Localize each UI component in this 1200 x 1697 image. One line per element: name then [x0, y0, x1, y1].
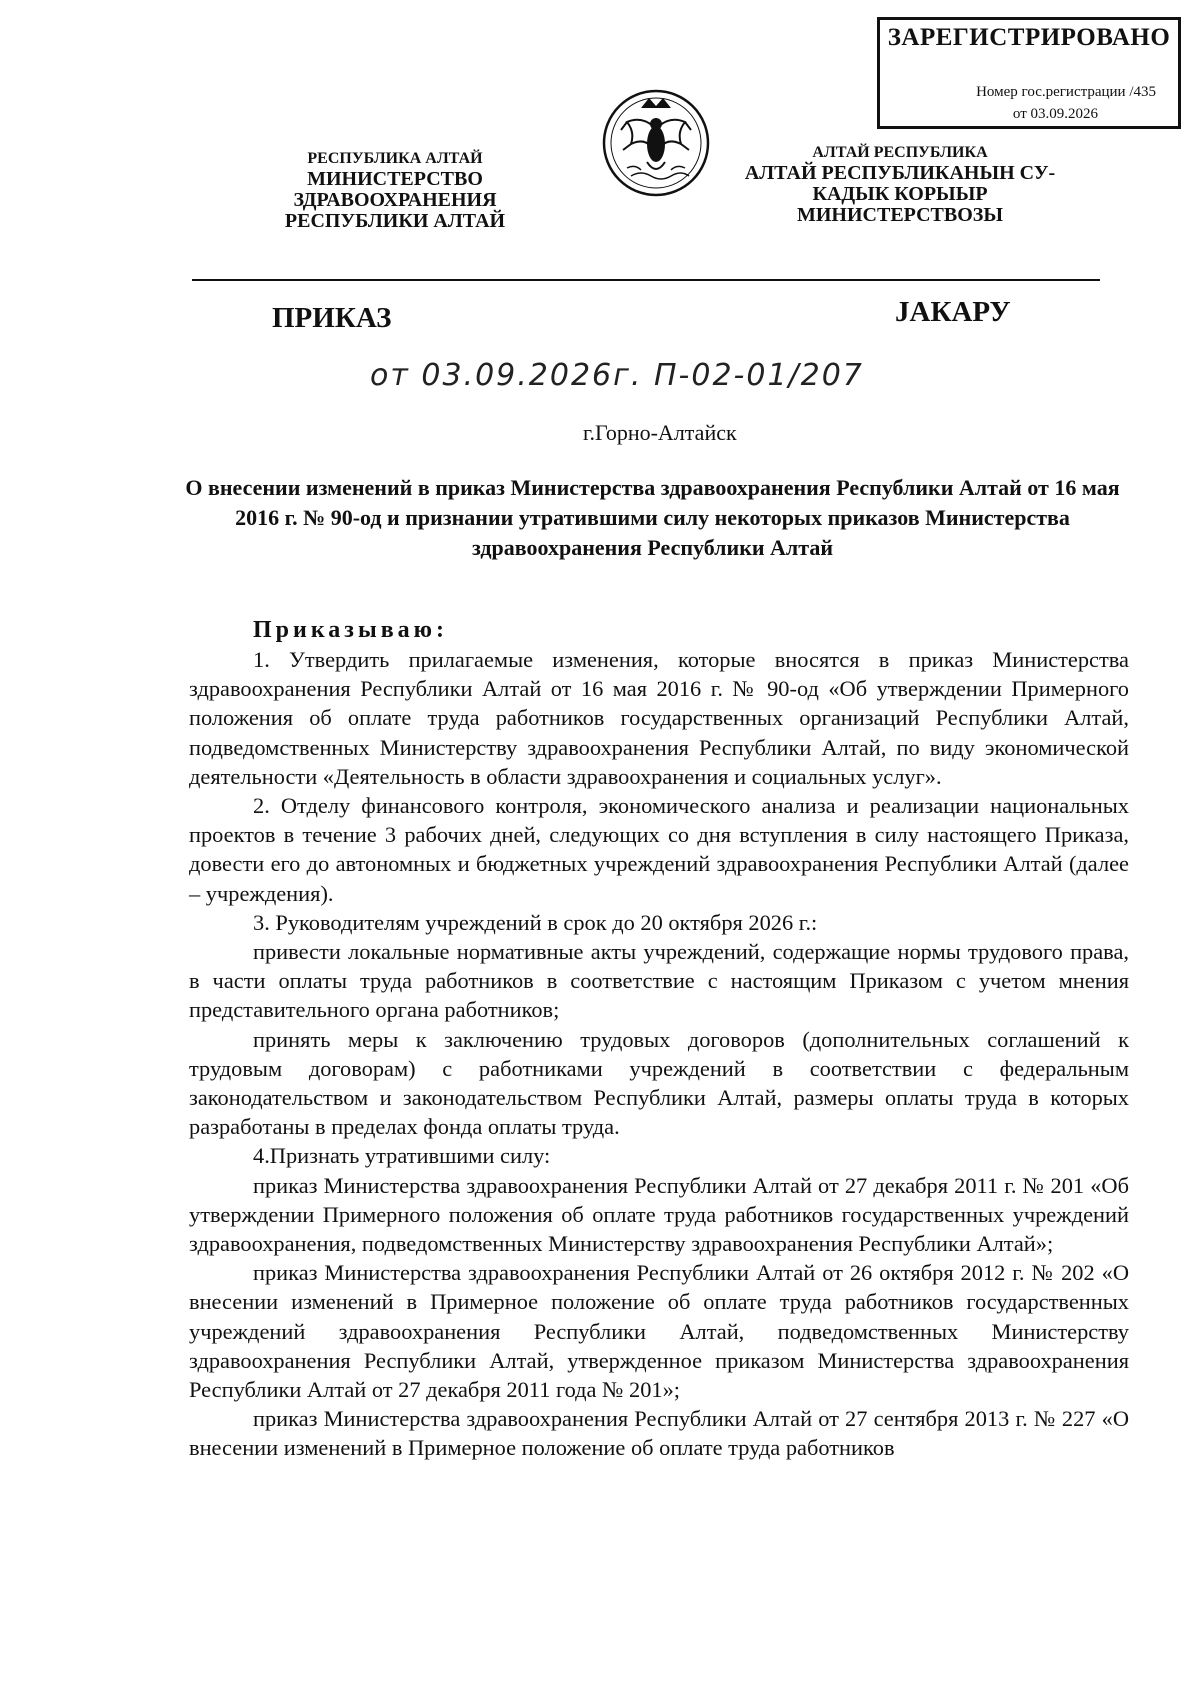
paragraph: приказ Министерства здравоохранения Республики Алтай от 27 декабря 2011 г. № 201 «Об утверждении Примерного положения об оплате труда работников государственных учреждений здравоохранения, подведомственных Министерству здравоохранения Республики Алтай»; — [189, 1172, 1129, 1257]
handwritten-date-number: от 03.09.2026г. П-02-01/207 — [370, 358, 864, 393]
header-left-line: МИНИСТЕРСТВО — [307, 168, 483, 190]
registration-stamp — [877, 17, 1181, 129]
paragraph: 4.Признать утратившими силу: — [253, 1143, 551, 1169]
header-ministry-ru — [255, 148, 535, 232]
paragraph: приказ Министерства здравоохранения Республики Алтай от 27 сентября 2013 г. № 227 «О внесении изменений в Примерное положение об оплате труда работников — [189, 1406, 1129, 1461]
city: г.Горно-Алтайск — [583, 420, 737, 445]
stamp-reg-date: от 03.09.2026 — [1012, 106, 1098, 122]
header-right-line: АЛТАЙ РЕСПУБЛИКАНЫН СУ- — [744, 162, 1056, 184]
order-label-alt: JАКАРУ — [895, 296, 1011, 328]
paragraph: 1. Утвердить прилагаемые изменения, которые вносятся в приказ Министерства здравоохранения Республики Алтай от 16 мая 2016 г. № 90-од «Об утверждении Примерного положения об оплате труда работников государственных организаций Республики Алтай, подведомственных Министерству здравоохранения Республики Алтай, по виду экономической деятельности «Деятельность в области здравоохранения и социальных услуг». — [189, 647, 1129, 789]
header-right-line: АЛТАЙ РЕСПУБЛИКА — [812, 144, 988, 161]
header-divider — [192, 279, 1100, 281]
document-title: О внесении изменений в приказ Министерства здравоохранения Республики Алтай от 16 мая 2016 г. № 90-од и признании утратившими силу некоторых приказов Министерства здравоохранения Республики Алтай — [185, 475, 1120, 560]
order-word: Приказываю: — [253, 617, 448, 643]
header-ministry-alt — [730, 142, 1070, 226]
header-left-line: РЕСПУБЛИКИ АЛТАЙ — [284, 210, 506, 232]
document-body — [189, 645, 1129, 1463]
paragraph: 2. Отделу финансового контроля, экономического анализа и реализации национальных проектов в течение 3 рабочих дней, следующих со дня вступления в силу настоящего Приказа, довести его до автономных и бюджетных учреждений здравоохранения Республики Алтай (далее – учреждения). — [189, 793, 1129, 906]
paragraph: привести локальные нормативные акты учреждений, содержащие нормы трудового права, в части оплаты труда работников в соответствие с настоящим Приказом с учетом мнения представительного органа работников; — [189, 939, 1129, 1023]
paragraph: принять меры к заключению трудовых договоров (дополнительных соглашений к трудовым договорам) с работниками учреждений в соответствии с федеральным законодательством и законодательством Республики Алтай, размеры оплаты труда в которых разработаны в пределах фонда оплаты труда. — [189, 1026, 1129, 1140]
paragraph: приказ Министерства здравоохранения Республики Алтай от 26 октября 2012 г. № 202 «О внесении изменений в Примерное положение об оплате труда работников государственных учреждений здравоохранения Республики Алтай, подведомственных Министерству здравоохранения Республики Алтай, утвержденное приказом Министерства здравоохранения Республики Алтай от 27 декабря 2011 года № 201»; — [189, 1260, 1129, 1403]
altai-republic-emblem-icon — [601, 86, 711, 201]
header-left-line: ЗДРАВООХРАНЕНИЯ — [293, 189, 497, 211]
stamp-reg-number: Номер гос.регистрации /435 — [976, 84, 1156, 100]
stamp-title: ЗАРЕГИСТРИРОВАНО — [887, 24, 1171, 51]
header-left-line: РЕСПУБЛИКА АЛТАЙ — [307, 150, 483, 167]
header-right-line: МИНИСТЕРСТВОЗЫ — [796, 204, 1003, 226]
order-label-ru: ПРИКАЗ — [272, 302, 392, 334]
header-right-line: КАДЫК КОРЫЫР — [812, 183, 988, 205]
paragraph: 3. Руководителям учреждений в срок до 20 октября 2026 г.: — [253, 909, 818, 935]
